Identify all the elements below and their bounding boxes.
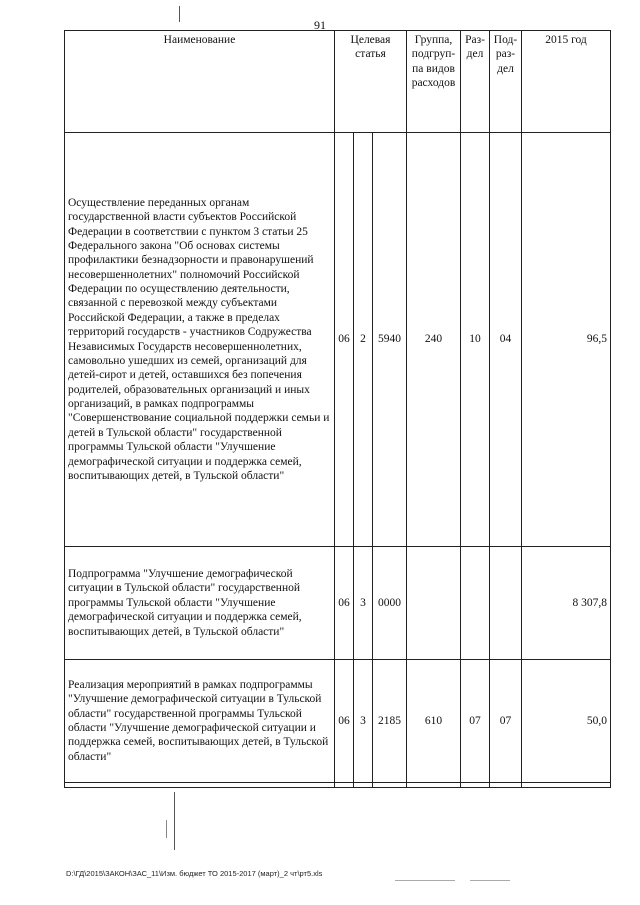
amount-2015: 50,0 <box>522 660 611 783</box>
scan-smudge <box>395 880 455 881</box>
target-part-1: 06 <box>335 547 354 660</box>
section <box>461 547 490 660</box>
subsection <box>490 547 522 660</box>
target-part-3: 2185 <box>373 660 407 783</box>
header-group: Группа, подгруп-па видов расходов <box>407 31 461 133</box>
target-part-2: 3 <box>354 547 373 660</box>
expense-group: 610 <box>407 660 461 783</box>
target-part-2: 2 <box>354 133 373 547</box>
subsection: 04 <box>490 133 522 547</box>
budget-table <box>64 30 611 788</box>
header-row <box>65 31 611 133</box>
table-row <box>65 547 611 660</box>
scan-smudge <box>470 880 510 881</box>
header-subsection: Под-раз-дел <box>490 31 522 133</box>
target-part-1: 06 <box>335 133 354 547</box>
target-part-3: 0000 <box>373 547 407 660</box>
target-part-1: 06 <box>335 660 354 783</box>
footer-file-path: D:\ГД\2015\ЗАКОН\ЗАС_11\Изм. бюджет ТО 2015-2017 (март)_2 чт\рт5.xls <box>66 869 323 878</box>
row-name: Подпрограмма "Улучшение демографической ситуации в Тульской области" государственной программы Тульской области "Улучшение демографической ситуации и поддержка семей, воспитывающих детей, в Тульской области" <box>65 547 335 660</box>
header-section: Раз-дел <box>461 31 490 133</box>
page-number: 91 <box>314 18 326 32</box>
section: 07 <box>461 660 490 783</box>
expense-group: 240 <box>407 133 461 547</box>
scan-mark-bottom-2 <box>166 820 167 838</box>
table-row <box>65 133 611 547</box>
subsection: 07 <box>490 660 522 783</box>
target-part-2: 3 <box>354 660 373 783</box>
target-part-3: 5940 <box>373 133 407 547</box>
expense-group <box>407 547 461 660</box>
amount-2015: 8 307,8 <box>522 547 611 660</box>
row-name: Реализация мероприятий в рамках подпрограммы "Улучшение демографической ситуации в Тульской области" государственной программы Тульской области "Улучшение демографической ситуации и поддержка семей, воспитывающих детей, в Тульской области" <box>65 660 335 783</box>
section: 10 <box>461 133 490 547</box>
row-name: Осуществление переданных органам государственной власти субъектов Российской Федерации в соответствии с пунктом 3 статьи 25 Федерального закона "Об основах системы профилактики безнадзорности и правонарушений несовершеннолетних" полномочий Российской Федерации по осуществлению деятельности, связанной с перевозкой между субъектами Российской Федерации, а также в пределах территорий государств - участников Содружества Независимых Государств несовершеннолетних, самовольно ушедших из семей, организаций для детей-сирот и детей, оставшихся без попечения родителей, образовательных организаций и иных организаций, в рамках подпрограммы "Совершенствование социальной поддержки семьи и детей в Тульской области" государственной программы Тульской области "Улучшение демографической ситуации и поддержка семей, воспитывающих детей, в Тульской области" <box>65 133 335 547</box>
header-target: Целевая статья <box>335 31 407 133</box>
header-name: Наименование <box>65 31 335 133</box>
amount-2015: 96,5 <box>522 133 611 547</box>
header-year: 2015 год <box>522 31 611 133</box>
scan-mark-top <box>179 6 180 22</box>
table-row-empty <box>65 783 611 788</box>
table-row <box>65 660 611 783</box>
scan-mark-bottom <box>174 792 175 850</box>
